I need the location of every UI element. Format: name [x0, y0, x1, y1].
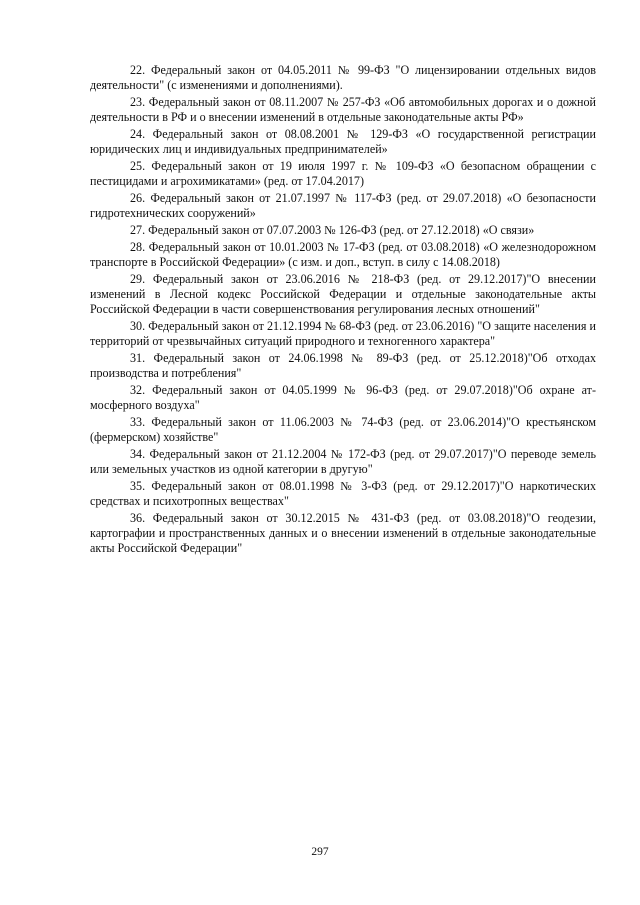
law-list: [90, 63, 596, 558]
law-entry-22: 22. Федеральный закон от 04.05.2011 № 99-ФЗ "О лицензировании отдельных видов деятельности" (с изменениями и дополнениями).: [90, 63, 596, 93]
page-number: 297: [311, 846, 329, 858]
law-entry-30: 30. Федеральный закон от 21.12.1994 № 68-ФЗ (ред. от 23.06.2016) "О защите населения и территорий от чрезвычайных ситуаций природного и техногенного характера": [90, 318, 596, 349]
law-entry-26: 26. Федеральный закон от 21.07.1997 № 117-ФЗ (ред. от 29.07.2018) «О безопасности гидротехнических сооружений»: [90, 190, 596, 221]
law-entry-28: 28. Федеральный закон от 10.01.2003 № 17-ФЗ (ред. от 03.08.2018) «О железнодорожном транспорте в Российской Федерации» (с изм. и доп., вступ. в силу с 14.08.2018): [90, 239, 596, 269]
law-entry-24: 24. Федеральный закон от 08.08.2001 № 129-ФЗ «О государственной регистрации юридических лиц и индивидуальных предпринимателей»: [90, 126, 596, 157]
law-entry-23: 23. Федеральный закон от 08.11.2007 № 257-ФЗ «Об автомобильных дорогах и о дожной деятельности в РФ и о внесении изменений в отдельные законодательные акты РФ»: [90, 94, 596, 125]
law-entry-33: 33. Федеральный закон от 11.06.2003 № 74-ФЗ (ред. от 23.06.2014)"О крестьянском (фермерском) хозяйстве": [90, 414, 596, 445]
law-entry-35: 35. Федеральный закон от 08.01.1998 № 3-ФЗ (ред. от 29.12.2017)"О наркотических средствах и психотропных веществах": [90, 478, 596, 509]
law-entry-29: 29. Федеральный закон от 23.06.2016 № 218-ФЗ (ред. от 29.12.2017)"О внесении изменений в Лесной кодекс Российской Федерации и отдельные законодательные акты Российской Федерации в части совершенствования регулирования лесных отношений": [90, 271, 596, 317]
law-entry-27: 27. Федеральный закон от 07.07.2003 № 126-ФЗ (ред. от 27.12.2018) «О связи»: [130, 222, 535, 237]
law-entry-36: 36. Федеральный закон от 30.12.2015 № 431-ФЗ (ред. от 03.08.2018)"О геодезии, картографии и пространственных данных и о внесении изменений в отдельные законодательные акты Российской Федерации": [90, 510, 596, 556]
law-entry-34: 34. Федеральный закон от 21.12.2004 № 172-ФЗ (ред. от 29.07.2017)"О переводе земель или земельных участков из одной категории в другую": [90, 446, 596, 477]
law-entry-31: 31. Федеральный закон от 24.06.1998 № 89-ФЗ (ред. от 25.12.2018)"Об отходах производства и потребления": [90, 350, 596, 381]
law-entry-32: 32. Федеральный закон от 04.05.1999 № 96-ФЗ (ред. от 29.07.2018)"Об охране атмосферного воздуха": [90, 382, 596, 413]
law-entry-25: 25. Федеральный закон от 19 июля 1997 г. № 109-ФЗ «О безопасном обращении с пестицидами и агрохимикатами» (ред. от 17.04.2017): [90, 158, 596, 189]
